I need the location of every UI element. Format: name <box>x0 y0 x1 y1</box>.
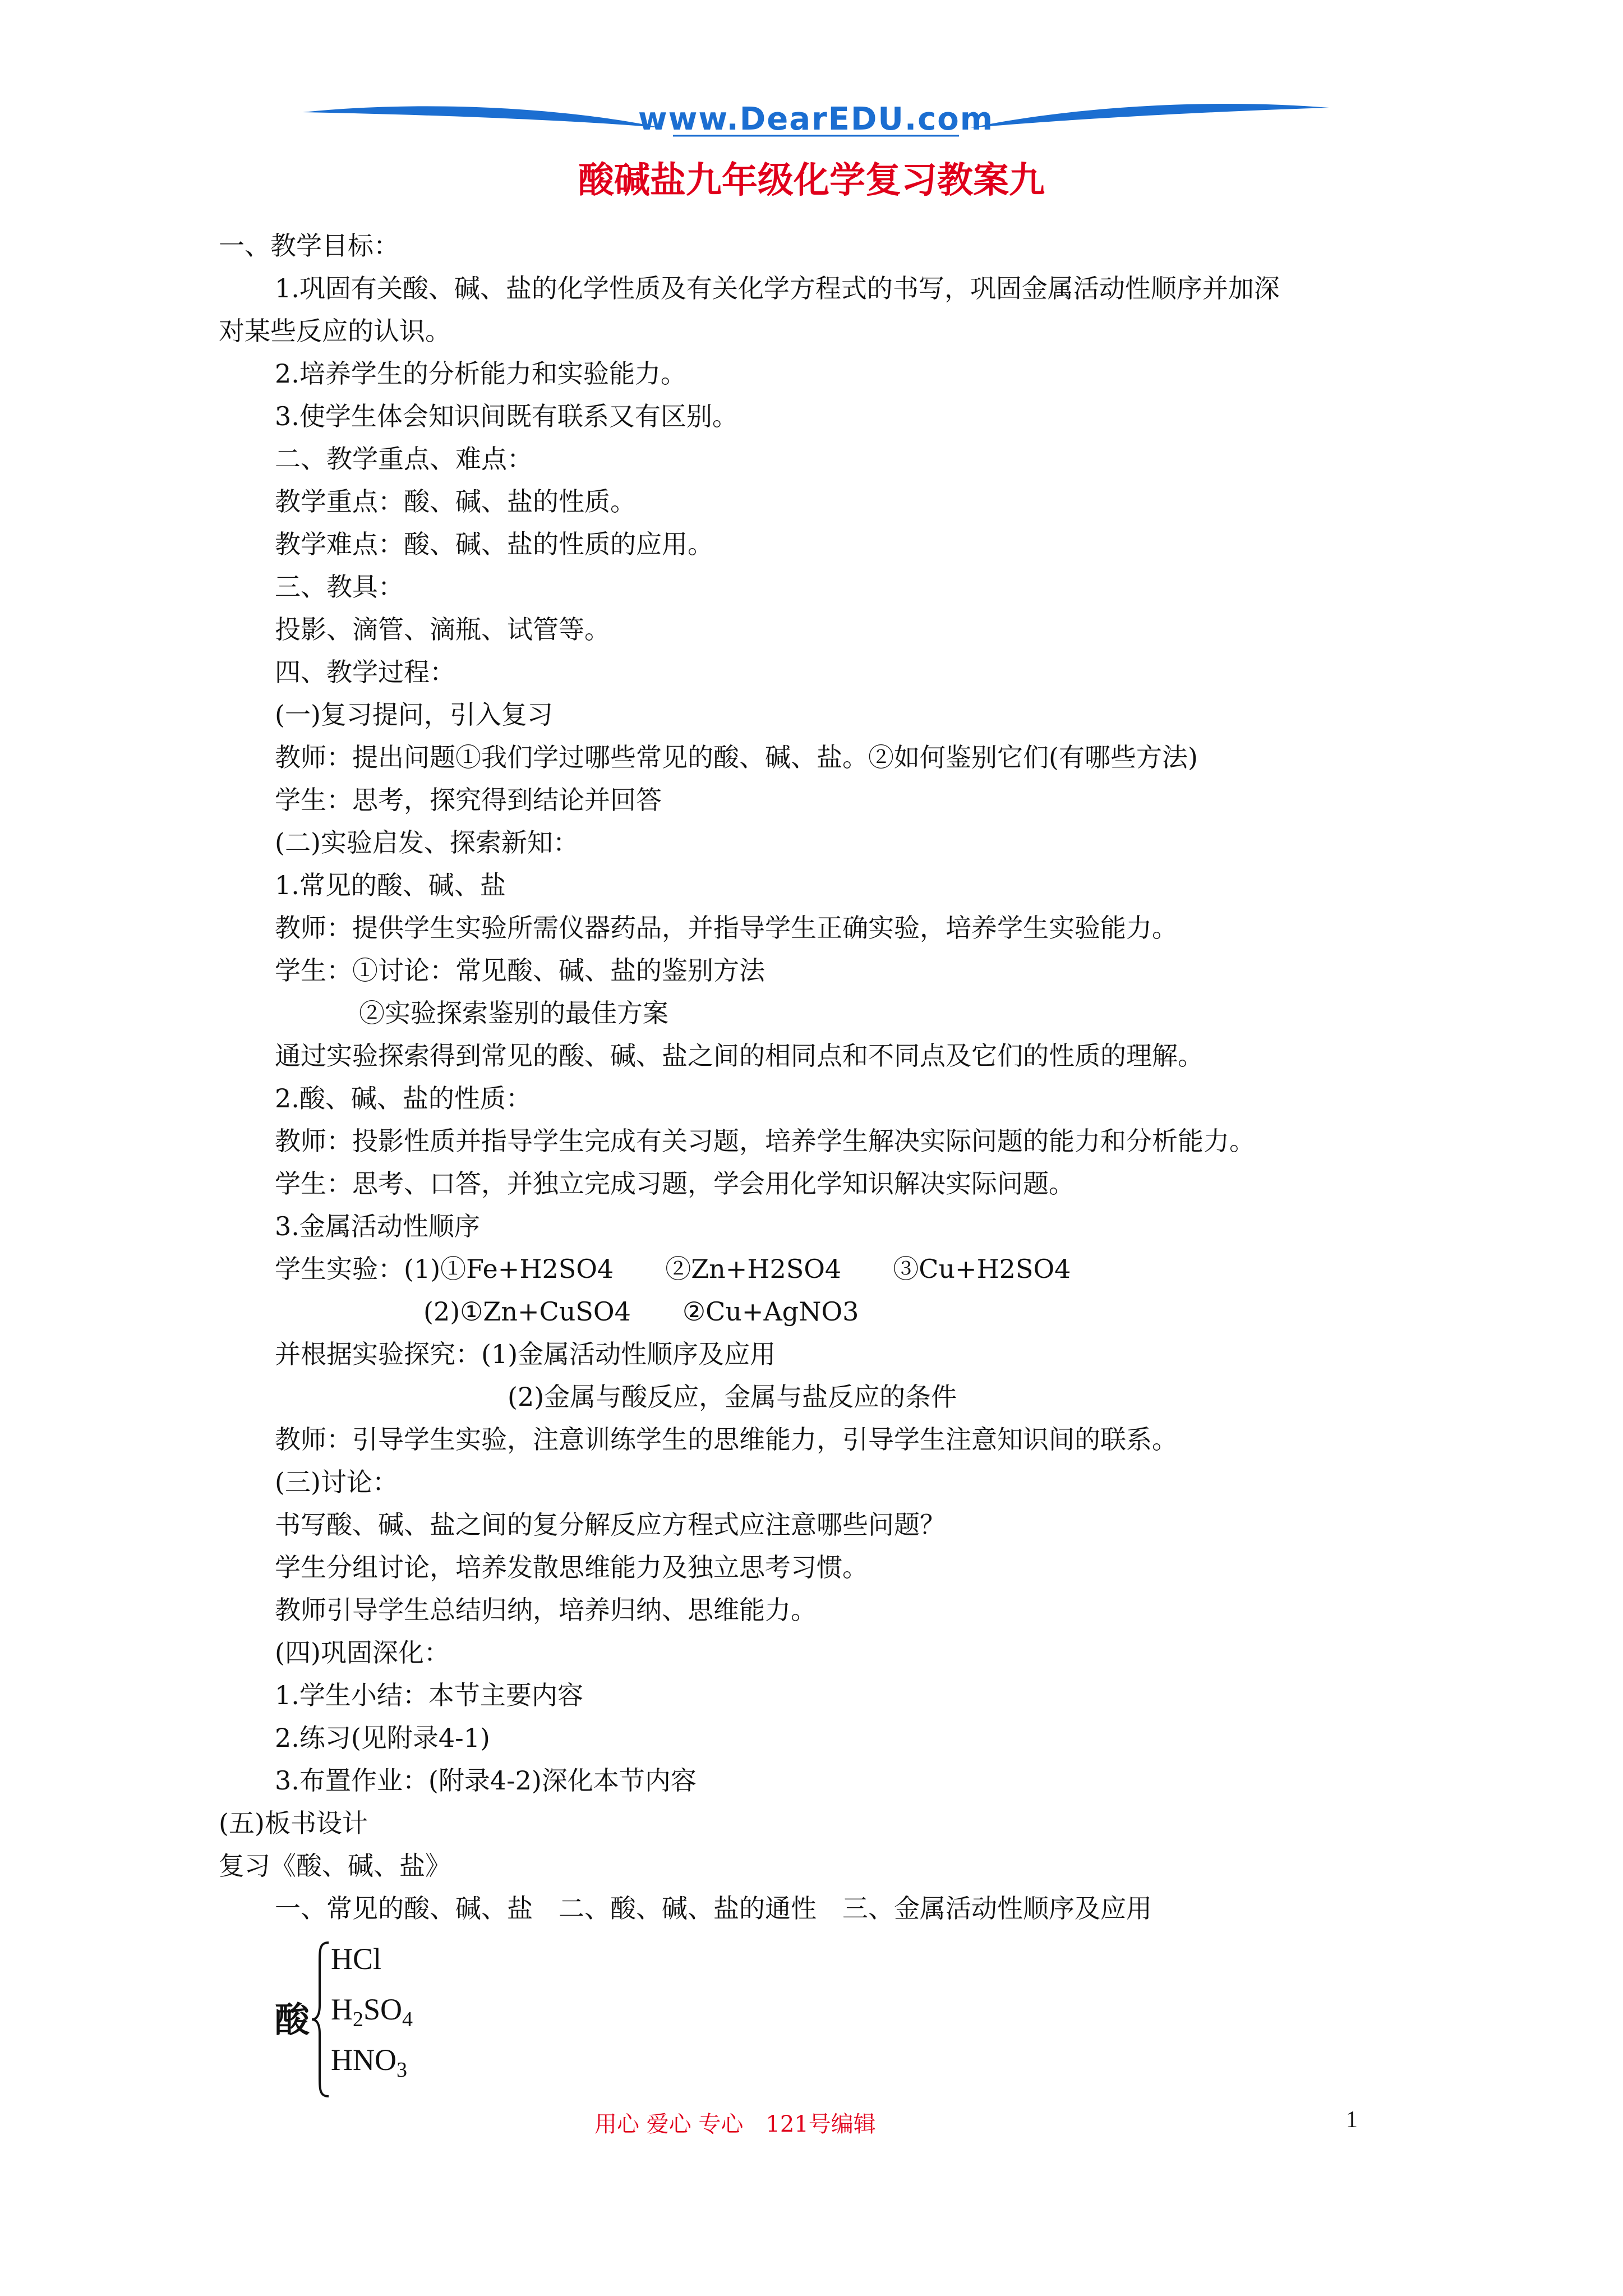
text-line: 教师：提供学生实验所需仪器药品，并指导学生正确实验，培养学生实验能力。 <box>275 913 1178 943</box>
footer-note: 用心 爱心 专心 121号编辑 <box>594 2111 876 2137</box>
text-line: 复习《酸、碱、盐》 <box>219 1851 451 1881</box>
acid-formula-hno3: $HNO_3$ <box>331 2043 407 2082</box>
text-line: 投影、滴管、滴瓶、试管等。 <box>275 614 610 645</box>
text-line: (2)①Zn+CuSO4 ②Cu+AgNO3 <box>423 1296 859 1327</box>
text-line: 2.酸、碱、盐的性质： <box>275 1083 532 1114</box>
acid-label: 酸 <box>275 1999 310 2040</box>
text-line: 1.巩固有关酸、碱、盐的化学性质及有关化学方程式的书写，巩固金属活动性顺序并加深 <box>275 273 1280 303</box>
header-banner <box>303 95 1329 151</box>
section-heading: 三、教具： <box>275 572 404 602</box>
text-line: 一、常见的酸、碱、盐 二、酸、碱、盐的通性 三、金属活动性顺序及应用 <box>275 1893 1152 1924</box>
text-line: 对某些反应的认识。 <box>219 316 451 346</box>
text-line: 1.常见的酸、碱、盐 <box>275 870 506 900</box>
text-line: (二)实验启发、探索新知： <box>275 827 579 858</box>
site-logo: www.DearEDU.com <box>638 101 994 137</box>
text-line: (一)复习提问，引入复习 <box>275 700 553 730</box>
section-heading: 二、教学重点、难点： <box>275 444 533 474</box>
section-heading: 四、教学过程： <box>275 657 455 687</box>
text-line: 书写酸、碱、盐之间的复分解反应方程式应注意哪些问题？ <box>275 1510 946 1540</box>
acid-formula-hcl: HCl <box>331 1942 382 1976</box>
page-number: 1 <box>1346 2107 1358 2133</box>
text-line: (三)讨论： <box>275 1467 398 1497</box>
text-line: 2.练习(见附录4-1) <box>275 1723 490 1753</box>
text-line: 学生实验：(1)①Fe+H2SO4 ②Zn+H2SO4 ③Cu+H2SO4 <box>275 1254 1071 1284</box>
text-line: 学生：思考，探究得到结论并回答 <box>275 785 662 815</box>
text-line: 3.布置作业：(附录4-2)深化本节内容 <box>275 1765 697 1796</box>
page-title: 酸碱盐九年级化学复习教案九 <box>578 159 1045 201</box>
text-line: 3.金属活动性顺序 <box>275 1211 480 1241</box>
text-line: (四)巩固深化： <box>275 1637 450 1668</box>
acid-formula-h2so4: $H_2SO_4$ <box>331 1993 413 2031</box>
text-line: 学生：思考、口答，并独立完成习题，学会用化学知识解决实际问题。 <box>275 1168 1075 1199</box>
text-line: 教师：提出问题①我们学过哪些常见的酸、碱、盐。②如何鉴别它们(有哪些方法) <box>275 742 1198 772</box>
text-line: ②实验探索鉴别的最佳方案 <box>359 998 668 1028</box>
text-line: 通过实验探索得到常见的酸、碱、盐之间的相同点和不同点及它们的性质的理解。 <box>275 1041 1204 1071</box>
text-line: 教师引导学生总结归纳，培养归纳、思维能力。 <box>275 1595 817 1625</box>
text-line: 并根据实验探究：(1)金属活动性顺序及应用 <box>275 1339 776 1369</box>
text-line: 教学重点：酸、碱、盐的性质。 <box>275 486 636 517</box>
text-line: (五)板书设计 <box>219 1808 368 1838</box>
text-line: (2)金属与酸反应，金属与盐反应的条件 <box>508 1382 957 1412</box>
acid-list-diagram <box>275 1938 499 2101</box>
text-line: 教师：投影性质并指导学生完成有关习题，培养学生解决实际问题的能力和分析能力。 <box>275 1126 1255 1156</box>
text-line: 教师：引导学生实验，注意训练学生的思维能力，引导学生注意知识间的联系。 <box>275 1424 1178 1455</box>
text-line: 3.使学生体会知识间既有联系又有区别。 <box>275 401 738 431</box>
text-line: 1.学生小结：本节主要内容 <box>275 1680 583 1710</box>
text-line: 2.培养学生的分析能力和实验能力。 <box>275 358 686 389</box>
brace-icon <box>310 1938 332 2101</box>
text-line: 学生分组讨论，培养发散思维能力及独立思考习惯。 <box>275 1552 868 1582</box>
section-heading: 一、教学目标： <box>219 231 399 261</box>
text-line: 学生：①讨论：常见酸、碱、盐的鉴别方法 <box>275 955 765 986</box>
text-line: 教学难点：酸、碱、盐的性质的应用。 <box>275 529 713 559</box>
